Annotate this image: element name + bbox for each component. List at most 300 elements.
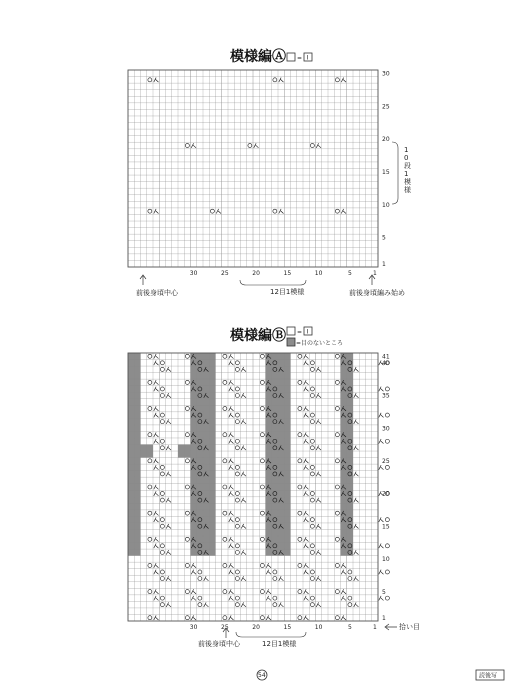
- yarn-over-symbol: [148, 459, 152, 463]
- yarn-over-symbol: [148, 380, 152, 384]
- yarn-over-symbol: [260, 563, 264, 567]
- k2tog-symbol: [229, 413, 234, 418]
- yarn-over-symbol: [385, 465, 389, 469]
- k2tog-symbol: [229, 354, 234, 359]
- k2tog-symbol: [341, 596, 346, 601]
- yarn-over-symbol: [160, 420, 164, 424]
- k2tog-symbol: [354, 393, 359, 398]
- k2tog-symbol: [266, 563, 271, 568]
- k2tog-symbol: [154, 517, 159, 522]
- k2tog-symbol: [216, 209, 221, 214]
- yarn-over-symbol: [335, 485, 339, 489]
- yarn-over-symbol: [335, 380, 339, 384]
- footer-badge: 読後写: [479, 672, 498, 680]
- yarn-over-symbol: [185, 144, 189, 148]
- k2tog-symbol: [229, 596, 234, 601]
- yarn-over-symbol: [335, 537, 339, 541]
- yarn-over-symbol: [223, 433, 227, 437]
- col-tick-label: 25: [221, 624, 229, 631]
- k2tog-symbol: [304, 563, 309, 568]
- yarn-over-symbol: [223, 407, 227, 411]
- yarn-over-symbol: [223, 563, 227, 567]
- chart-a-title: 模様編Ⓐ: [230, 49, 286, 65]
- yarn-over-symbol: [160, 446, 164, 450]
- row-tick-label: 20: [382, 490, 390, 498]
- yarn-over-symbol: [185, 563, 189, 567]
- k2tog-symbol: [229, 491, 234, 496]
- yarn-over-symbol: [298, 563, 302, 567]
- k2tog-symbol: [379, 544, 384, 549]
- k2tog-symbol: [241, 393, 246, 398]
- yarn-over-symbol: [310, 492, 314, 496]
- k2tog-symbol: [166, 524, 171, 529]
- k2tog-symbol: [229, 485, 234, 490]
- yarn-over-symbol: [385, 518, 389, 522]
- k2tog-symbol: [154, 380, 159, 385]
- yarn-over-symbol: [160, 550, 164, 554]
- k2tog-symbol: [154, 432, 159, 437]
- yarn-over-symbol: [385, 387, 389, 391]
- k2tog-symbol: [304, 387, 309, 392]
- k2tog-symbol: [229, 406, 234, 411]
- k2tog-symbol: [279, 78, 284, 83]
- yarn-over-symbol: [335, 354, 339, 358]
- yarn-over-symbol: [148, 209, 152, 213]
- k2tog-symbol: [304, 354, 309, 359]
- k2tog-symbol: [379, 387, 384, 392]
- k2tog-symbol: [266, 589, 271, 594]
- yarn-over-symbol: [298, 537, 302, 541]
- k2tog-symbol: [379, 413, 384, 418]
- yarn-over-symbol: [160, 465, 164, 469]
- k2tog-symbol: [166, 419, 171, 424]
- k2tog-symbol: [154, 387, 159, 392]
- k2tog-symbol: [229, 563, 234, 568]
- chart-b-legend-gray-label: =目のないところ: [296, 340, 344, 347]
- k2tog-symbol: [154, 563, 159, 568]
- k2tog-symbol: [304, 596, 309, 601]
- k2tog-symbol: [229, 511, 234, 516]
- row-tick-label: 10: [382, 201, 390, 209]
- yarn-over-symbol: [298, 354, 302, 358]
- yarn-over-symbol: [148, 78, 152, 82]
- yarn-over-symbol: [198, 596, 202, 600]
- k2tog-symbol: [229, 615, 234, 620]
- yarn-over-symbol: [310, 367, 314, 371]
- k2tog-symbol: [154, 406, 159, 411]
- yarn-over-symbol: [235, 393, 239, 397]
- yarn-over-symbol: [160, 439, 164, 443]
- k2tog-symbol: [229, 380, 234, 385]
- k2tog-symbol: [154, 209, 159, 214]
- yarn-over-symbol: [310, 577, 314, 581]
- k2tog-symbol: [229, 570, 234, 575]
- yarn-over-symbol: [310, 439, 314, 443]
- row-tick-label: 10: [382, 556, 390, 564]
- yarn-over-symbol: [335, 433, 339, 437]
- yarn-over-symbol: [385, 439, 389, 443]
- yarn-over-symbol: [310, 393, 314, 397]
- yarn-over-symbol: [235, 387, 239, 391]
- k2tog-symbol: [191, 570, 196, 575]
- yarn-over-symbol: [148, 616, 152, 620]
- k2tog-symbol: [154, 589, 159, 594]
- k2tog-symbol: [354, 367, 359, 372]
- k2tog-symbol: [316, 367, 321, 372]
- yarn-over-symbol: [160, 492, 164, 496]
- yarn-over-symbol: [185, 537, 189, 541]
- k2tog-symbol: [241, 498, 246, 503]
- row-tick-label: 30: [382, 425, 390, 433]
- yarn-over-symbol: [348, 596, 352, 600]
- k2tog-symbol: [379, 596, 384, 601]
- k2tog-symbol: [354, 445, 359, 450]
- yarn-over-symbol: [385, 596, 389, 600]
- center-arrow: [140, 275, 146, 285]
- k2tog-symbol: [204, 602, 209, 607]
- k2tog-symbol: [154, 361, 159, 366]
- yarn-over-symbol: [235, 603, 239, 607]
- chart-a-repeat-rows-label: 1 0 段 1 模様: [404, 146, 411, 194]
- yarn-over-symbol: [348, 603, 352, 607]
- k2tog-symbol: [154, 78, 159, 83]
- yarn-over-symbol: [298, 590, 302, 594]
- yarn-over-symbol: [310, 498, 314, 502]
- k2tog-symbol: [191, 589, 196, 594]
- k2tog-symbol: [154, 465, 159, 470]
- yarn-over-symbol: [260, 485, 264, 489]
- k2tog-symbol: [304, 380, 309, 385]
- k2tog-symbol: [341, 589, 346, 594]
- k2tog-symbol: [341, 78, 346, 83]
- yarn-over-symbol: [223, 537, 227, 541]
- k2tog-symbol: [204, 576, 209, 581]
- yarn-over-symbol: [235, 570, 239, 574]
- k2tog-symbol: [304, 589, 309, 594]
- k2tog-symbol: [304, 491, 309, 496]
- yarn-over-symbol: [260, 433, 264, 437]
- yarn-over-symbol: [160, 413, 164, 417]
- yarn-over-symbol: [335, 563, 339, 567]
- yarn-over-symbol: [298, 511, 302, 515]
- yarn-over-symbol: [310, 544, 314, 548]
- yarn-over-symbol: [260, 459, 264, 463]
- page-number: 54: [258, 672, 266, 679]
- yarn-over-symbol: [235, 577, 239, 581]
- yarn-over-symbol: [260, 590, 264, 594]
- yarn-over-symbol: [310, 446, 314, 450]
- row-tick-label: 40: [382, 360, 390, 368]
- yarn-over-symbol: [148, 407, 152, 411]
- yarn-over-symbol: [260, 511, 264, 515]
- yarn-over-symbol: [260, 354, 264, 358]
- yarn-over-symbol: [273, 78, 277, 82]
- yarn-over-symbol: [223, 354, 227, 358]
- yarn-over-symbol: [273, 209, 277, 213]
- k2tog-symbol: [279, 576, 284, 581]
- k2tog-symbol: [229, 589, 234, 594]
- k2tog-symbol: [304, 615, 309, 620]
- col-tick-label: 5: [347, 624, 352, 631]
- k2tog-symbol: [166, 393, 171, 398]
- yarn-over-symbol: [273, 603, 277, 607]
- k2tog-symbol: [241, 472, 246, 477]
- k2tog-symbol: [154, 615, 159, 620]
- k2tog-symbol: [266, 570, 271, 575]
- yarn-over-symbol: [148, 563, 152, 567]
- k2tog-symbol: [304, 413, 309, 418]
- yarn-over-symbol: [335, 78, 339, 82]
- yarn-over-symbol: [310, 518, 314, 522]
- yarn-over-symbol: [298, 433, 302, 437]
- k2tog-symbol: [191, 596, 196, 601]
- yarn-over-symbol: [223, 380, 227, 384]
- k2tog-symbol: [154, 413, 159, 418]
- yarn-over-symbol: [335, 407, 339, 411]
- chart-b-grid: [128, 353, 397, 638]
- k2tog-symbol: [154, 537, 159, 542]
- chart-b-left-note: 前後身頃中心: [198, 640, 240, 648]
- yarn-over-symbol: [310, 361, 314, 365]
- yarn-over-symbol: [185, 433, 189, 437]
- k2tog-symbol: [354, 419, 359, 424]
- yarn-over-symbol: [148, 590, 152, 594]
- yarn-over-symbol: [160, 544, 164, 548]
- k2tog-symbol: [166, 445, 171, 450]
- yarn-over-symbol: [235, 472, 239, 476]
- k2tog-symbol: [266, 596, 271, 601]
- k2tog-symbol: [154, 596, 159, 601]
- k2tog-symbol: [166, 576, 171, 581]
- yarn-over-symbol: [273, 577, 277, 581]
- yarn-over-symbol: [185, 380, 189, 384]
- k2tog-symbol: [241, 367, 246, 372]
- k2tog-symbol: [341, 570, 346, 575]
- k2tog-symbol: [304, 406, 309, 411]
- yarn-over-symbol: [223, 590, 227, 594]
- yarn-over-symbol: [223, 485, 227, 489]
- yarn-over-symbol: [148, 433, 152, 437]
- yarn-over-symbol: [348, 570, 352, 574]
- k2tog-symbol: [166, 602, 171, 607]
- b-repeat-stitch-bracket: [236, 632, 306, 637]
- yarn-over-symbol: [310, 596, 314, 600]
- k2tog-symbol: [354, 472, 359, 477]
- yarn-over-symbol: [198, 577, 202, 581]
- k2tog-symbol: [316, 445, 321, 450]
- k2tog-symbol: [191, 143, 196, 148]
- yarn-over-symbol: [148, 485, 152, 489]
- yarn-over-symbol: [198, 570, 202, 574]
- yarn-over-symbol: [185, 407, 189, 411]
- k2tog-symbol: [154, 459, 159, 464]
- yarn-over-symbol: [160, 524, 164, 528]
- yarn-over-symbol: [148, 537, 152, 541]
- k2tog-symbol: [154, 570, 159, 575]
- k2tog-symbol: [354, 524, 359, 529]
- chart-b-legend-gray-box: [287, 338, 295, 346]
- yarn-over-symbol: [185, 590, 189, 594]
- row-tick-label: 5: [382, 234, 386, 242]
- yarn-over-symbol: [235, 413, 239, 417]
- yarn-over-symbol: [273, 596, 277, 600]
- k2tog-symbol: [241, 445, 246, 450]
- yarn-over-symbol: [235, 439, 239, 443]
- col-tick-label: 25: [221, 270, 229, 277]
- yarn-over-symbol: [223, 616, 227, 620]
- chart-a-repeat-stitch-label: 12目1模様: [270, 288, 305, 296]
- k2tog-symbol: [354, 498, 359, 503]
- k2tog-symbol: [379, 570, 384, 575]
- chart-a-legend-knit-symbol: I: [306, 54, 309, 62]
- chart-b-repeat-stitch-label: 12目1模様: [262, 640, 297, 648]
- yarn-over-symbol: [185, 511, 189, 515]
- yarn-over-symbol: [310, 603, 314, 607]
- yarn-over-symbol: [160, 577, 164, 581]
- yarn-over-symbol: [235, 518, 239, 522]
- k2tog-symbol: [241, 550, 246, 555]
- k2tog-symbol: [316, 550, 321, 555]
- yarn-over-symbol: [210, 209, 214, 213]
- yarn-over-symbol: [298, 485, 302, 489]
- yarn-over-symbol: [260, 380, 264, 384]
- yarn-over-symbol: [160, 393, 164, 397]
- k2tog-symbol: [241, 576, 246, 581]
- k2tog-symbol: [316, 472, 321, 477]
- yarn-over-symbol: [310, 550, 314, 554]
- k2tog-symbol: [304, 439, 309, 444]
- yarn-over-symbol: [298, 380, 302, 384]
- yarn-over-symbol: [385, 413, 389, 417]
- k2tog-symbol: [304, 465, 309, 470]
- k2tog-symbol: [241, 602, 246, 607]
- k2tog-symbol: [229, 432, 234, 437]
- yarn-over-symbol: [260, 537, 264, 541]
- k2tog-symbol: [379, 517, 384, 522]
- k2tog-symbol: [316, 524, 321, 529]
- row-tick-label: 5: [382, 588, 386, 596]
- col-tick-label: 10: [314, 624, 323, 631]
- k2tog-symbol: [304, 544, 309, 549]
- yarn-over-symbol: [310, 570, 314, 574]
- yarn-over-symbol: [160, 367, 164, 371]
- k2tog-symbol: [154, 485, 159, 490]
- chart-b-title: 模様編Ⓑ: [230, 328, 286, 344]
- k2tog-symbol: [154, 491, 159, 496]
- chart-a-left-note: 前後身頃中心: [136, 289, 178, 297]
- yarn-over-symbol: [310, 472, 314, 476]
- yarn-over-symbol: [160, 603, 164, 607]
- yarn-over-symbol: [310, 387, 314, 391]
- yarn-over-symbol: [160, 361, 164, 365]
- k2tog-symbol: [304, 432, 309, 437]
- yarn-over-symbol: [235, 544, 239, 548]
- yarn-over-symbol: [148, 354, 152, 358]
- row-tick-label: 25: [382, 103, 390, 111]
- k2tog-symbol: [379, 439, 384, 444]
- k2tog-symbol: [241, 524, 246, 529]
- chart-a-grid: [128, 70, 398, 285]
- yarn-over-symbol: [235, 420, 239, 424]
- row-tick-label: 15: [382, 523, 390, 531]
- k2tog-symbol: [154, 354, 159, 359]
- row-tick-label: 35: [382, 392, 390, 400]
- k2tog-symbol: [341, 209, 346, 214]
- yarn-over-symbol: [260, 616, 264, 620]
- yarn-over-symbol: [160, 498, 164, 502]
- k2tog-symbol: [229, 439, 234, 444]
- row-tick-label: 15: [382, 168, 390, 176]
- pickup-arrow: [385, 624, 397, 630]
- yarn-over-symbol: [298, 459, 302, 463]
- chart-b-legend-knit-symbol: I: [306, 328, 309, 336]
- yarn-over-symbol: [185, 459, 189, 463]
- yarn-over-symbol: [248, 144, 252, 148]
- repeat-stitch-bracket: [240, 280, 306, 285]
- yarn-over-symbol: [335, 511, 339, 515]
- chart-b-pickup-label: 拾い目: [399, 623, 420, 631]
- k2tog-symbol: [316, 393, 321, 398]
- k2tog-symbol: [254, 143, 259, 148]
- k2tog-symbol: [316, 143, 321, 148]
- k2tog-symbol: [354, 602, 359, 607]
- yarn-over-symbol: [310, 524, 314, 528]
- k2tog-symbol: [341, 563, 346, 568]
- yarn-over-symbol: [298, 616, 302, 620]
- yarn-over-symbol: [310, 420, 314, 424]
- yarn-over-symbol: [235, 550, 239, 554]
- chart-b-legend-box: [287, 327, 295, 335]
- yarn-over-symbol: [185, 616, 189, 620]
- chart-a-right-note: 前後身頃編み始め: [349, 289, 405, 297]
- yarn-over-symbol: [310, 144, 314, 148]
- k2tog-symbol: [304, 361, 309, 366]
- yarn-over-symbol: [298, 407, 302, 411]
- yarn-over-symbol: [235, 361, 239, 365]
- row-tick-label: 41: [382, 353, 390, 361]
- k2tog-symbol: [304, 517, 309, 522]
- k2tog-symbol: [304, 537, 309, 542]
- repeat-rows-bracket: [392, 142, 398, 204]
- k2tog-symbol: [229, 544, 234, 549]
- col-tick-label: 1: [372, 624, 377, 631]
- yarn-over-symbol: [273, 570, 277, 574]
- yarn-over-symbol: [335, 459, 339, 463]
- k2tog-symbol: [341, 615, 346, 620]
- yarn-over-symbol: [160, 387, 164, 391]
- yarn-over-symbol: [160, 570, 164, 574]
- yarn-over-symbol: [160, 596, 164, 600]
- k2tog-symbol: [229, 387, 234, 392]
- yarn-over-symbol: [185, 354, 189, 358]
- yarn-over-symbol: [185, 485, 189, 489]
- k2tog-symbol: [354, 576, 359, 581]
- row-tick-label: 30: [382, 70, 390, 78]
- chart-b-legend-eq: =: [297, 329, 303, 336]
- yarn-over-symbol: [310, 413, 314, 417]
- yarn-over-symbol: [385, 544, 389, 548]
- col-tick-label: 15: [283, 270, 292, 277]
- k2tog-symbol: [166, 498, 171, 503]
- k2tog-symbol: [316, 602, 321, 607]
- col-tick-label: 30: [189, 624, 198, 631]
- row-tick-label: 1: [382, 260, 386, 268]
- yarn-over-symbol: [198, 603, 202, 607]
- col-tick-label: 30: [189, 270, 198, 277]
- k2tog-symbol: [279, 209, 284, 214]
- k2tog-symbol: [316, 419, 321, 424]
- k2tog-symbol: [379, 465, 384, 470]
